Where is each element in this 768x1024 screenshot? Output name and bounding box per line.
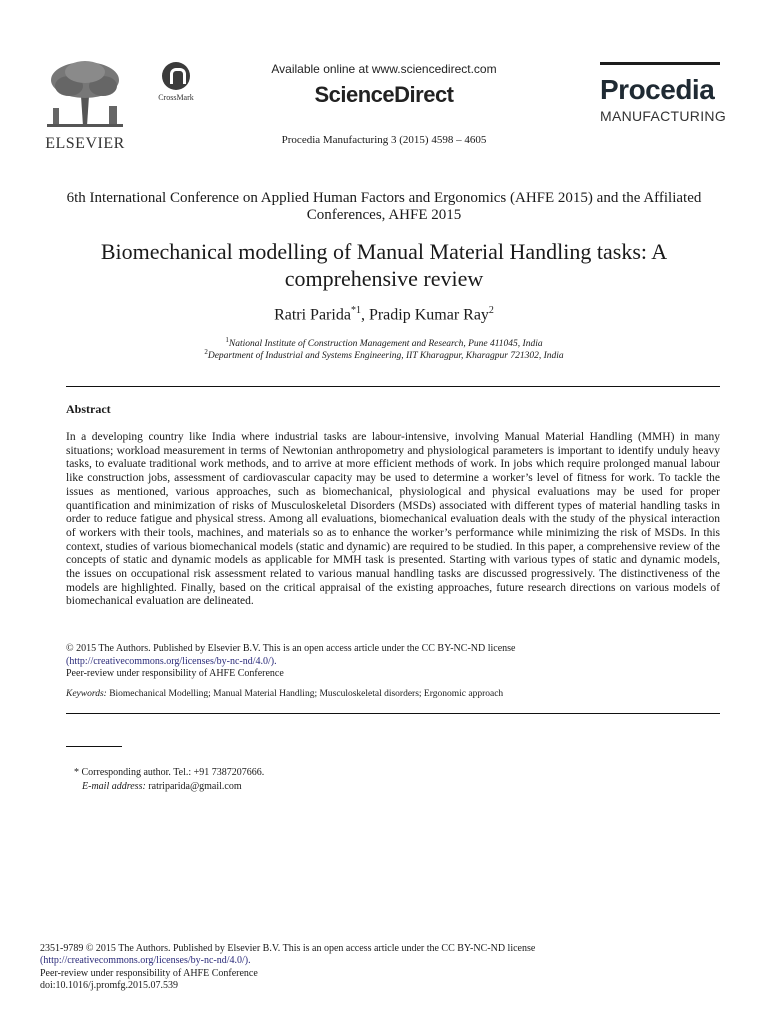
author-name: Pradip Kumar Ray <box>368 306 489 324</box>
section-divider <box>66 713 720 714</box>
license-link[interactable]: (http://creativecommons.org/licenses/by-nc-nd/4.0/). <box>66 655 277 667</box>
footnote <box>74 766 264 794</box>
issn-license-line: 2351-9789 © 2015 The Authors. Published by Elsevier B.V. This is an open access article under the CC BY-NC-ND license <box>40 943 536 954</box>
keywords <box>66 689 503 699</box>
doi[interactable]: doi:10.1016/j.promfg.2015.07.539 <box>40 980 179 992</box>
affiliation: $^1$National Institute of Construction Management and Research, Pune 411045, India <box>225 336 543 350</box>
affiliation: $^2$Department of Industrial and Systems Engineering, IIT Kharagpur, Kharagpur 721302, India <box>204 348 564 362</box>
journal-logo-subtitle: MANUFACTURING <box>600 108 727 124</box>
license-notice <box>66 643 720 681</box>
peer-review-line: Peer-review under responsibility of AHFE Conference <box>66 668 284 679</box>
conference-name: 6th International Conference on Applied Human Factors and Ergonomics (AHFE 2015) and the Affiliated Conferences, AHFE 2015 <box>66 190 702 223</box>
sciencedirect-logo: ScienceDirect <box>314 82 454 107</box>
corresponding-author: * Corresponding author. Tel.: +91 7387207666. <box>74 767 265 778</box>
email-line <box>74 780 264 794</box>
author-marker: 2 <box>488 305 494 316</box>
license-line: © 2015 The Authors. Published by Elsevier B.V. This is an open access article under the CC BY-NC-ND license <box>66 643 516 654</box>
author-marker: *1 <box>350 305 361 316</box>
keywords-text: Biomechanical Modelling; Manual Material Handling; Musculoskeletal disorders; Ergonomic approach <box>109 689 504 699</box>
abstract-text: In a developing country like India where industrial tasks are labour-intensive, involving Manual Material Handling (MMH) in many situations; workload measurement in terms of Newtonian anthropometry and physiological parameters is important to identify unduly heavy tasks, to evaluate traditional work methods, and to arrive at more efficient methods of work. In jobs which require prolonged manual labour like construction jobs, assessment of cardiovascular capacity may be used to determine a worker’s level of fitness for work. To tackle the issues as mentioned, various approaches, such as biomechanical, physiological and physical evaluations may be used for proper quantification and minimization of risks of Musculoskeletal Disorders (MSDs) associated with different types of material handling tasks in order to reduce fatigue and physical stress. Among all evaluations, biomechanical evaluation deals with the study of the physical interaction of workers with their tools, machines, and materials so as to enhance the worker’s performance while minimizing the risk of MSDs. In this context, studies of various biomechanical models (static and dynamic) are required to be studied. In this paper, a comprehensive review of the concepts of static and dynamic models as applicable for MMH task is presented. Starting with various types of static and dynamic models, the issues on occupational risk assessment related to various manual handling tasks are discussed progressively. The distinctiveness of the models are highlighted. Finally, based on the critical appraisal of the existing approaches, future research directions on various models of biomechanical evaluation are delineated. <box>66 431 720 608</box>
abstract-heading: Abstract <box>66 402 111 416</box>
footer-peer-review: Peer-review under responsibility of AHFE Conference <box>40 967 258 979</box>
elsevier-wordmark: ELSEVIER <box>45 135 125 152</box>
crossmark-label: CrossMark <box>158 93 194 102</box>
section-divider <box>66 386 720 387</box>
footer-license-link[interactable]: (http://creativecommons.org/licenses/by-nc-nd/4.0/). <box>40 955 251 967</box>
available-online-link[interactable]: Available online at www.sciencedirect.com <box>271 62 497 76</box>
footnote-divider <box>66 746 122 747</box>
email-label: E-mail address: <box>82 781 146 792</box>
author-name: Ratri Parida <box>274 306 351 324</box>
paper-title: Biomechanical modelling of Manual Material Handling tasks: A comprehensive review <box>100 239 668 291</box>
journal-reference: Procedia Manufacturing 3 (2015) 4598 – 4605 <box>281 134 487 146</box>
page-footer <box>40 943 740 993</box>
journal-logo-title: Procedia <box>600 74 715 105</box>
keywords-label: Keywords: <box>66 689 107 699</box>
journal-logo-rule <box>600 62 720 65</box>
author-list: Ratri Parida$^{*1}$, Pradip Kumar Ray$^2$ <box>274 305 494 324</box>
email-address[interactable]: ratriparida@gmail.com <box>148 781 242 792</box>
